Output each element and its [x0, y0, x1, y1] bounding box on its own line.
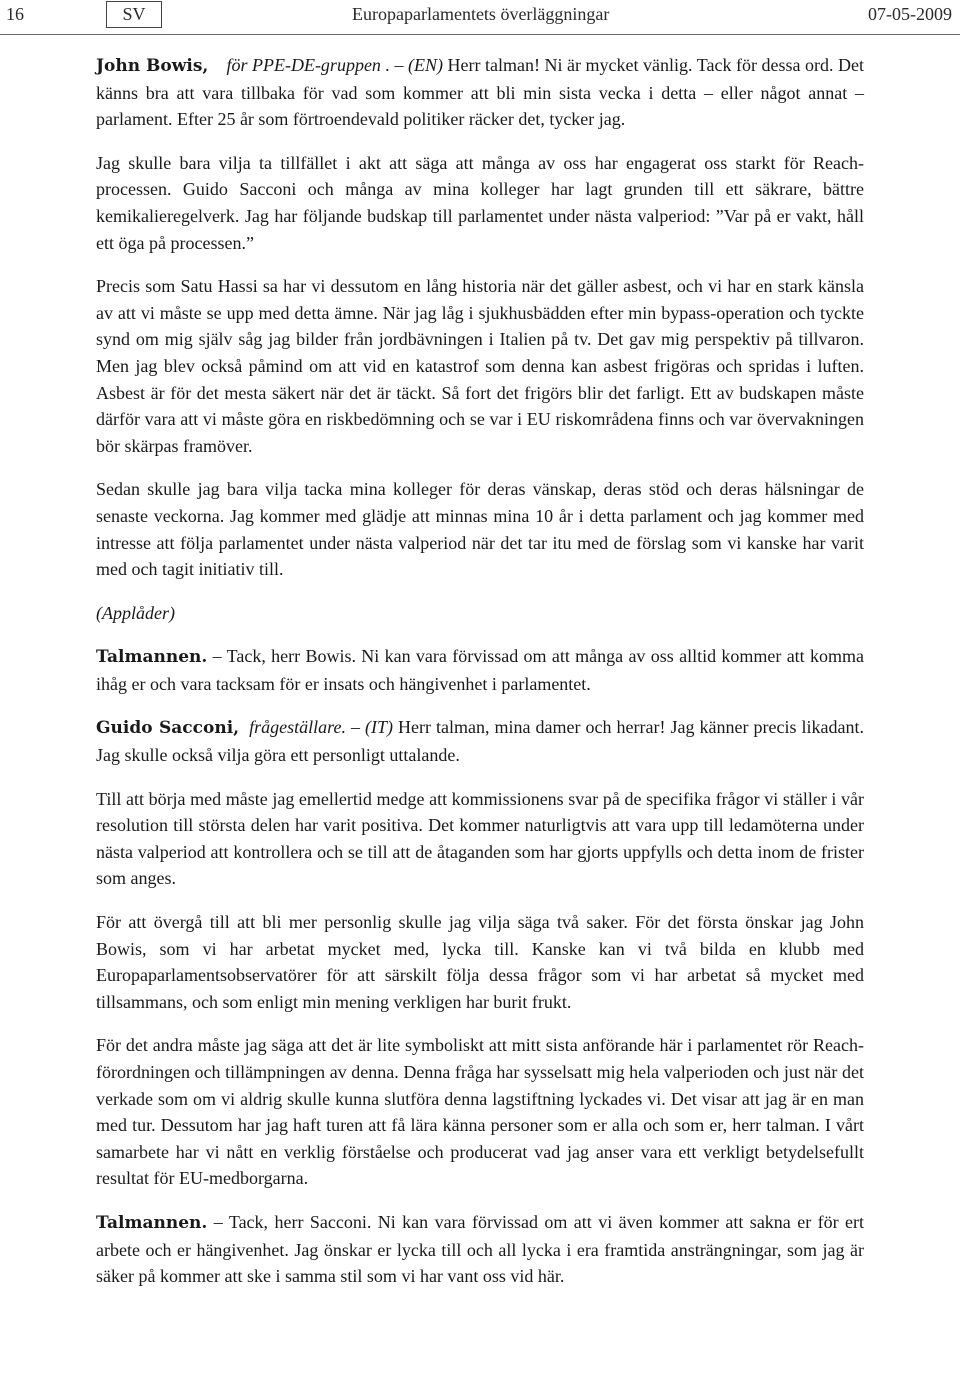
speech-paragraph [96, 714, 864, 768]
speech-paragraph: För det andra måste jag säga att det är lite symboliskt att mitt sista anförande här i parlamentet rör Reach-förordningen och tillämpningen av denna. Denna fråga har sysselsatt mig hela valperioden och just när det verkade som om vi aldrig skulle kunna slutföra denna lagstiftning lyckades vi. Det visar att jag är en man med tur. Dessutom har jag haft turen att få lära känna personer som er alla och som er, herr talman. I vårt samarbete har vi nått en verklig förståelse och producerat vad jag anser vara ett verkligt betydelsefullt resultat för EU-medborgarna. [96, 1035, 864, 1189]
dash: – [389, 55, 408, 75]
language-code-box: SV [106, 1, 162, 28]
document-body [96, 52, 864, 1307]
document-title: Europaparlamentets överläggningar [352, 4, 610, 24]
page-number: 16 [6, 4, 24, 24]
speaker-name: Talmannen. [96, 1212, 208, 1233]
speech-paragraph: Sedan skulle jag bara vilja tacka mina kolleger för deras vänskap, deras stöd och deras hälsningar de senaste veckorna. Jag kommer med glädje att minnas mina 10 år i detta parlament och jag kommer med intresse att följa parlamentet under nästa valperiod när det tar itu med de förslag som vi kanske har varit med och tagit initiativ till. [96, 479, 864, 580]
speech-paragraph [96, 52, 864, 133]
language-tag: (EN) [408, 55, 443, 75]
speaker-name: Guido Sacconi, [96, 718, 240, 739]
language-tag: (IT) [365, 717, 394, 738]
chair-paragraph [96, 1209, 864, 1290]
dash: – [345, 717, 366, 738]
page-header [0, 0, 960, 35]
speech-paragraph: För att övergå till att bli mer personlig skulle jag vilja säga två saker. För det första önskar jag John Bowis, som vi har arbetat mycket med, lycka till. Kanske kan vi två bilda en klubb med Europaparlamentsobservatörer för att särskilt följa dessa frågor som vi har arbetat så mycket med tillsammans, och som enligt min mening verkligen har burit frukt. [96, 912, 864, 1012]
speaker-role: frågeställare. [249, 717, 346, 738]
speaker-role: för PPE-DE-gruppen . [226, 55, 390, 75]
document-date: 07-05-2009 [868, 4, 952, 24]
speech-text: – Tack, herr Sacconi. Ni kan vara förvissad om att vi även kommer att sakna er för ert arbete och er hängivenhet. Jag önskar er lycka till och all lycka i era framtida ansträngningar, som jag är säker på kommer att ske i samma stil som vi har vant oss vid här. [96, 1211, 864, 1287]
chair-paragraph [96, 643, 864, 697]
speaker-name: Talmannen. [96, 647, 208, 668]
speech-text: – Tack, herr Bowis. Ni kan vara förvissad om att många av oss alltid kommer att komma ihåg er och vara tacksam för er insats och hängivenhet i parlamentet. [96, 646, 864, 694]
speech-paragraph: Precis som Satu Hassi sa har vi dessutom en lång historia när det gäller asbest, och vi har en stark känsla av att vi måste se upp med detta ämne. När jag låg i sjukhusbädden efter min bypass-operation och tyckte synd om mig själv såg jag bilder från jordbävningen i Italien på tv. Det gav mig perspektiv på tillvaron. Men jag blev också påmind om att vid en katastrof som denna kan asbest frigöras och spridas i luften. Asbest är för det mesta säkert när det är täckt. Så fort det frigörs blir det farligt. Ett av budskapen måste därför vara att vi måste göra en riskbedömning och se var i EU riskområdena finns och var övervakningen bör skärpas framöver. [96, 276, 864, 456]
stage-direction: (Applåder) [96, 602, 175, 623]
speech-text: Herr talman, mina damer och herrar! Jag känner precis likadant. Jag skulle också vilja göra ett personligt uttalande. [96, 717, 865, 766]
speech-paragraph: Till att börja med måste jag emellertid medge att kommissionens svar på de specifika frågor vi ställer i vår resolution till största delen har varit positiva. Det kommer naturligtvis att vara upp till ledamöterna under nästa valperiod att kontrollera och se till att de åtaganden som har gjorts uppfylls och detta inom de frister som anges. [96, 788, 864, 889]
speech-text: Herr talman! Ni är mycket vänlig. Tack för dessa ord. Det känns bra att vara tillbaka för vad som kommer att bli min sista vecka i detta – eller något annat – parlament. Efter 25 år som förtroendevald politiker räcker det, tycker jag. [96, 55, 865, 130]
speech-paragraph: Jag skulle bara vilja ta tillfället i akt att säga att många av oss har engagerat oss starkt för Reach-processen. Guido Sacconi och många av mina kolleger har lagt grunden till ett säkrare, bättre kemikalieregelverk. Jag har följande budskap till parlamentet under nästa valperiod: ”Var på er vakt, håll ett öga på processen.” [96, 152, 864, 253]
speaker-name: John Bowis, [96, 56, 209, 76]
